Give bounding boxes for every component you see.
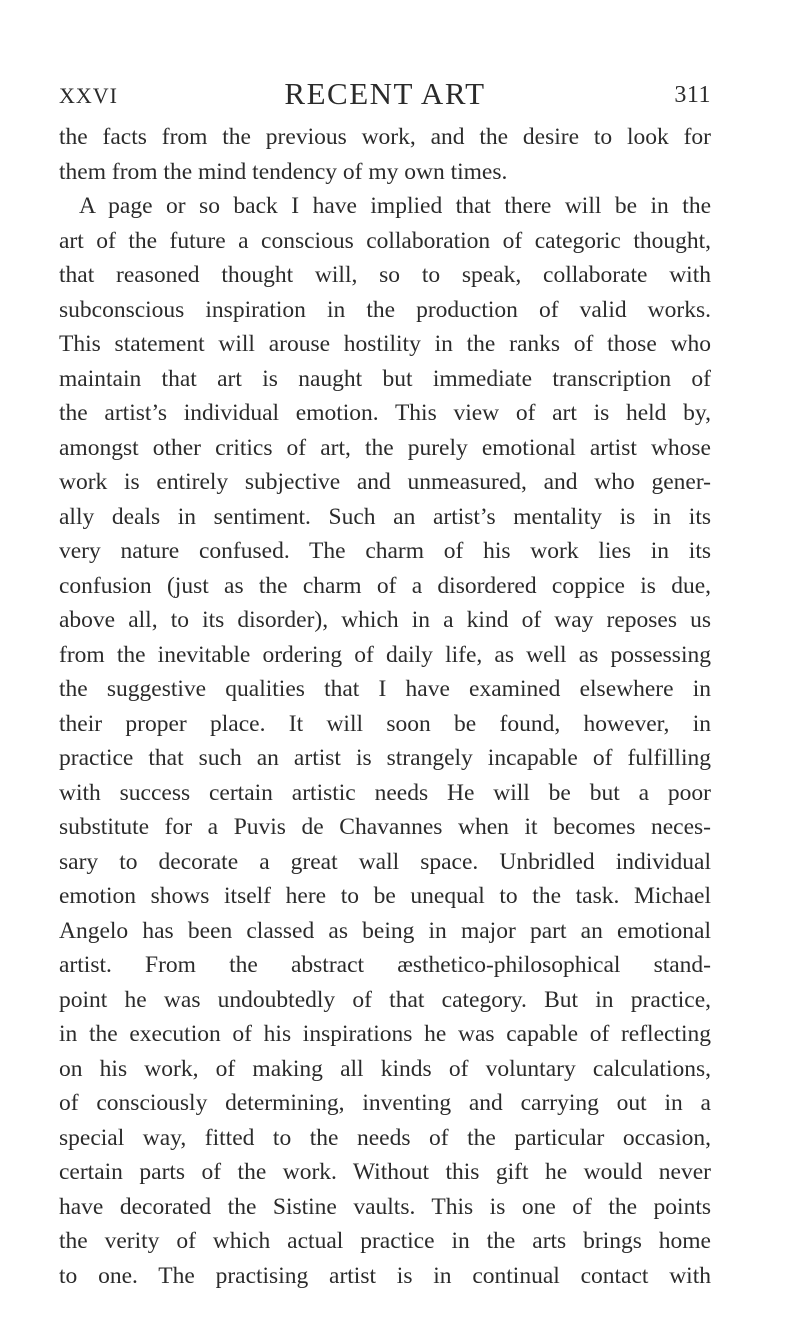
chapter-number: XXVI	[59, 83, 118, 108]
text-line: from the inevitable ordering of daily life, as well as possessing	[59, 641, 711, 668]
text-line: that reasoned thought will, so to speak, collaborate with	[59, 262, 711, 288]
page-title: RECENT ART	[284, 76, 486, 111]
text-line: confusion (just as the charm of a disordered coppice is due,	[59, 572, 711, 599]
text-line: have decorated the Sistine vaults. This is one of the points	[59, 1193, 711, 1220]
text-line: maintain that art is naught but immediate transcription of	[59, 365, 711, 392]
text-line: special way, fitted to the needs of the particular occasion,	[59, 1124, 711, 1151]
text-line: the suggestive qualities that I have examined elsewhere in	[59, 676, 711, 702]
text-line: work is entirely subjective and unmeasured, and who gener-	[59, 469, 711, 495]
text-line: A page or so back I have implied that there will be in the	[79, 193, 711, 219]
text-line: amongst other critics of art, the purely emotional artist whose	[59, 434, 711, 461]
text-line: point he was undoubtedly of that category. But in practice,	[59, 986, 711, 1013]
text-line: on his work, of making all kinds of voluntary calculations,	[59, 1055, 711, 1082]
text-line: sary to decorate a great wall space. Unbridled individual	[59, 848, 711, 875]
body-text	[59, 120, 711, 1293]
running-head	[59, 76, 711, 116]
page-number: 311	[674, 82, 711, 108]
text-line: very nature confused. The charm of his work lies in its	[59, 538, 711, 564]
text-line: Angelo has been classed as being in major part an emotional	[59, 917, 711, 944]
text-line: in the execution of his inspirations he was capable of reflecting	[59, 1021, 711, 1047]
text-line: art of the future a conscious collaboration of categoric thought,	[59, 227, 711, 254]
text-line: them from the mind tendency of my own times.	[59, 158, 508, 185]
text-line: practice that such an artist is strangely incapable of fulfilling	[59, 745, 711, 771]
text-line: the facts from the previous work, and the desire to look for	[59, 124, 711, 150]
text-line: with success certain artistic needs He will be but a poor	[59, 779, 711, 806]
text-line: emotion shows itself here to be unequal to the task. Michael	[59, 883, 711, 909]
text-line: the artist’s individual emotion. This view of art is held by,	[59, 400, 711, 426]
text-line: their proper place. It will soon be found, however, in	[59, 710, 711, 737]
text-line: above all, to its disorder), which in a kind of way reposes us	[59, 607, 711, 633]
text-line: This statement will arouse hostility in the ranks of those who	[59, 331, 711, 357]
text-line: artist. From the abstract æsthetico-philosophical stand-	[59, 952, 711, 978]
text-line: the verity of which actual practice in the arts brings home	[59, 1228, 711, 1254]
text-line: of consciously determining, inventing and carrying out in a	[59, 1090, 711, 1116]
text-line: to one. The practising artist is in continual contact with	[59, 1262, 711, 1289]
text-line: certain parts of the work. Without this gift he would never	[59, 1159, 711, 1185]
text-line: substitute for a Puvis de Chavannes when it becomes neces-	[59, 814, 711, 840]
text-line: ally deals in sentiment. Such an artist’s mentality is in its	[59, 503, 711, 530]
text-line: subconscious inspiration in the production of valid works.	[59, 296, 711, 323]
